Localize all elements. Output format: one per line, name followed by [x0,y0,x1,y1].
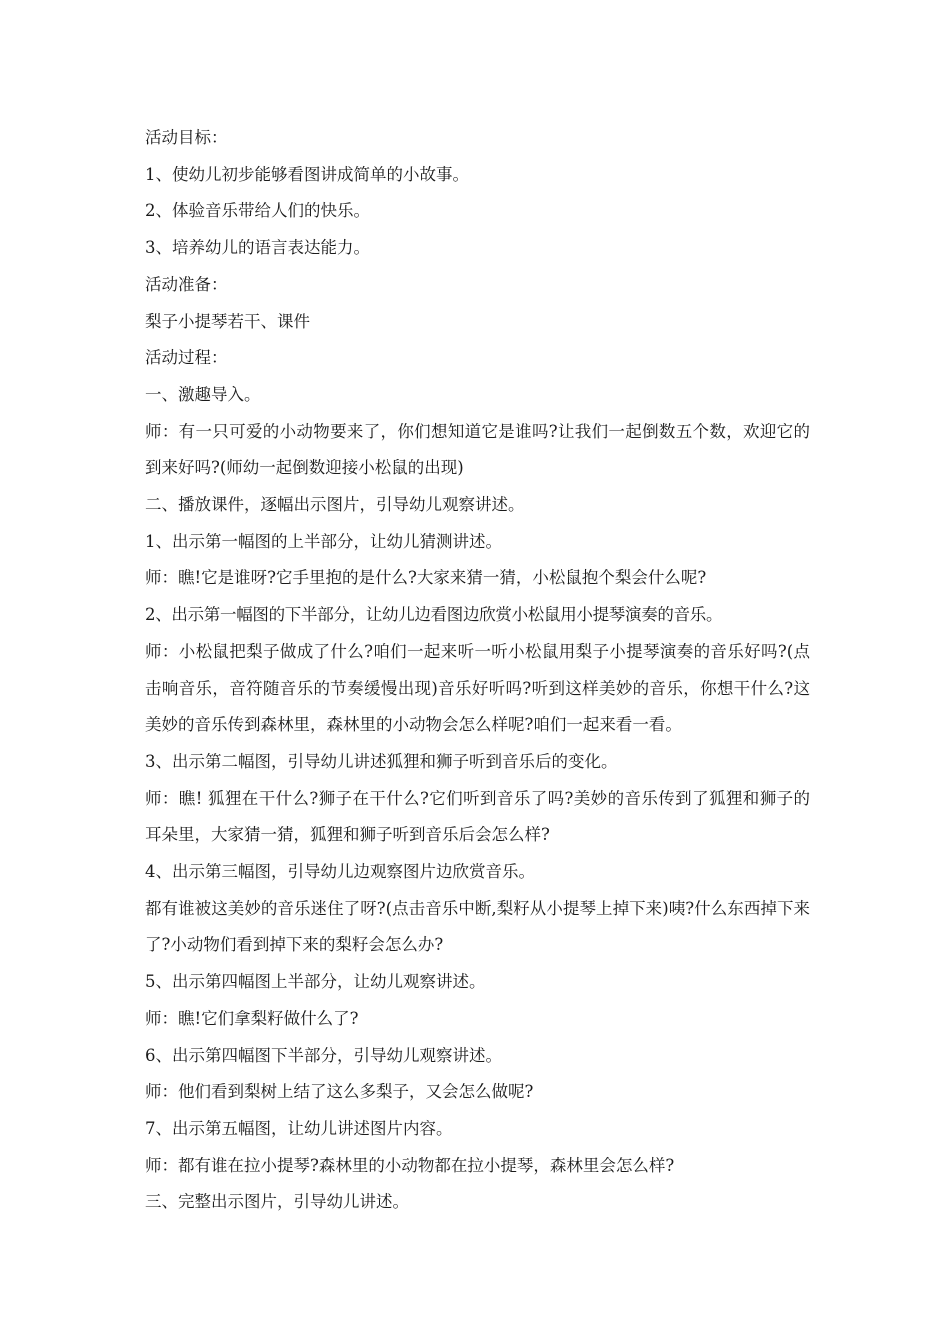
heading-activity-goals: 活动目标： [145,128,228,147]
substep-7-teacher: 师：都有谁在拉小提琴?森林里的小动物都在拉小提琴，森林里会怎么样? [145,1155,675,1175]
substep-4-text: 都有谁被这美妙的音乐迷住了呀?(点击音乐中断,梨籽从小提琴上掉下来)咦?什么东西掉下来了?小动物们看到掉下来的梨籽会怎么办? [145,898,810,955]
substep-1: 1、出示第一幅图的上半部分，让幼儿猜测讲述。 [145,531,502,551]
substep-6-teacher: 师：他们看到梨树上结了这么多梨子，又会怎么做呢? [145,1082,534,1102]
substep-2: 2、出示第一幅图的下半部分，让幼儿边看图边欣赏小松鼠用小提琴演奏的音乐。 [145,605,723,625]
substep-7: 7、出示第五幅图，让幼儿讲述图片内容。 [145,1118,453,1138]
substep-2-teacher: 师：小松鼠把梨子做成了什么?咱们一起来听一听小松鼠用梨子小提琴演奏的音乐好吗?(点击响音乐，音符随音乐的节奏缓慢出现)音乐好听吗?听到这样美妙的音乐，你想干什么?这美妙的音乐传到森林里，森林里的小动物会怎么样呢?咱们一起来看一看。 [145,641,810,735]
goal-item-3: 3、培养幼儿的语言表达能力。 [145,238,370,258]
heading-activity-preparation: 活动准备： [145,274,228,294]
substep-4: 4、出示第三幅图，引导幼儿边观察图片边欣赏音乐。 [145,862,535,882]
substep-3: 3、出示第二幅图，引导幼儿讲述狐狸和狮子听到音乐后的变化。 [145,751,618,771]
substep-5-teacher: 师：瞧!它们拿梨籽做什么了? [145,1008,359,1028]
goal-item-1: 1、使幼儿初步能够看图讲成简单的小故事。 [145,164,469,184]
heading-activity-process: 活动过程： [145,348,228,368]
document-body [145,120,810,1221]
substep-1-teacher: 师：瞧!它是谁呀?它手里抱的是什么?大家来猜一猜，小松鼠抱个梨会什么呢? [145,568,707,588]
substep-5: 5、出示第四幅图上半部分，让幼儿观察讲述。 [145,972,486,992]
step-3-heading: 三、完整出示图片，引导幼儿讲述。 [145,1192,409,1212]
substep-3-teacher: 师：瞧! 狐狸在干什么?狮子在干什么?它们听到音乐了吗?美妙的音乐传到了狐狸和狮子的耳朵里，大家猜一猜，狐狸和狮子听到音乐后会怎么样? [145,788,810,845]
step-1-heading: 一、激趣导入。 [145,384,261,404]
preparation-materials: 梨子小提琴若干、课件 [145,311,310,331]
step-2-heading: 二、播放课件，逐幅出示图片，引导幼儿观察讲述。 [145,495,525,515]
substep-6: 6、出示第四幅图下半部分，引导幼儿观察讲述。 [145,1045,502,1065]
goal-item-2: 2、体验音乐带给人们的快乐。 [145,201,370,221]
step-1-teacher-text: 师：有一只可爱的小动物要来了，你们想知道它是谁吗?让我们一起倒数五个数，欢迎它的到来好吗?(师幼一起倒数迎接小松鼠的出现) [145,421,810,478]
